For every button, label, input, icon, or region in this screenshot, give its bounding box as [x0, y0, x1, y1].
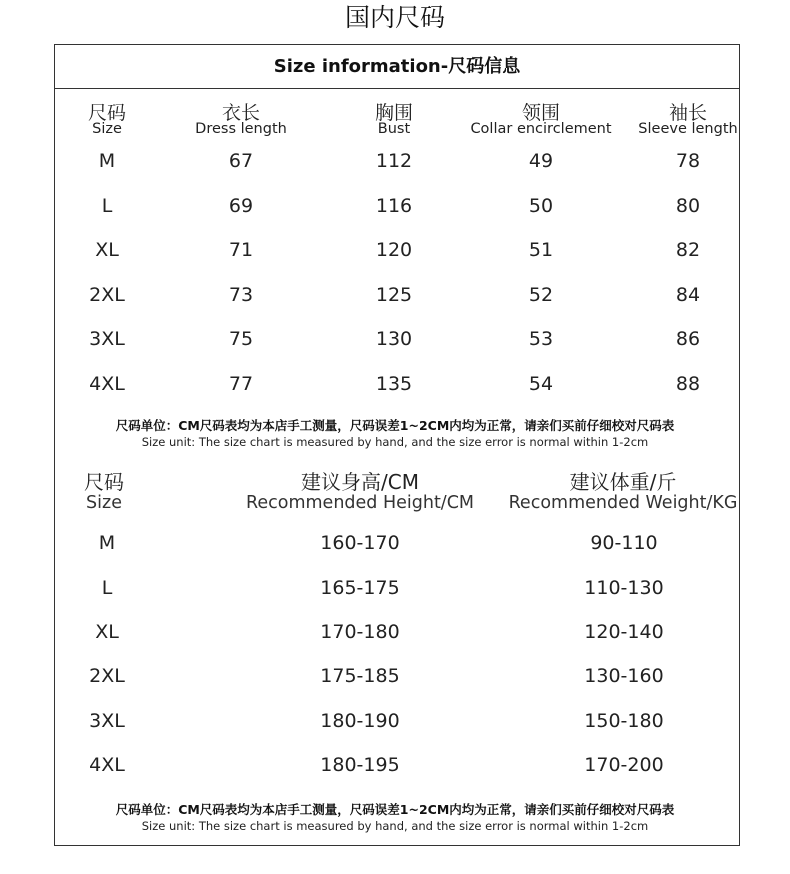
t1-size: 3XL [89, 328, 125, 350]
t1-col-size-en: Size [92, 121, 122, 137]
t1-sleeve: 84 [675, 284, 701, 306]
t1-col-collar-en: Collar encirclement [470, 121, 612, 137]
t1-collar: 49 [528, 150, 554, 172]
size-note-en: Size unit: The size chart is measured by hand, and the size error is normal within 1-2cm [141, 435, 649, 449]
t1-size: 4XL [89, 373, 125, 395]
t2-height: 175-185 [320, 665, 400, 687]
size-note-en-2: Size unit: The size chart is measured by hand, and the size error is normal within 1-2cm [141, 819, 649, 833]
t1-bust: 135 [375, 373, 413, 395]
size-note-cn-2: 尺码单位：CM尺码表均为本店手工测量，尺码误差1~2CM内均为正常，请亲们买前仔细校对尺码表 [115, 802, 675, 817]
t2-weight: 90-110 [590, 532, 658, 554]
t2-weight: 120-140 [584, 621, 664, 643]
t1-size: XL [95, 239, 119, 261]
size-info-header: Size information-尺码信息 [55, 45, 739, 89]
t1-col-length-cn: 衣长 [221, 102, 260, 124]
t2-height: 165-175 [320, 577, 400, 599]
t1-length: 71 [228, 239, 254, 261]
t1-collar: 51 [528, 239, 554, 261]
t2-size: XL [95, 621, 119, 643]
t2-height: 180-190 [320, 710, 400, 732]
t2-size: 2XL [89, 665, 125, 687]
t2-col-size-en: Size [86, 493, 122, 513]
size-note-cn: 尺码单位：CM尺码表均为本店手工测量，尺码误差1~2CM内均为正常，请亲们买前仔细校对尺码表 [115, 418, 675, 433]
t1-bust: 130 [375, 328, 413, 350]
t2-col-height-en: Recommended Height/CM [245, 493, 475, 513]
t2-col-weight-en: Recommended Weight/KG [508, 493, 738, 513]
t1-col-sleeve-cn: 袖长 [668, 102, 707, 124]
t1-collar: 54 [528, 373, 554, 395]
t1-col-collar-cn: 领围 [521, 102, 560, 124]
t1-collar: 53 [528, 328, 554, 350]
t1-collar: 50 [528, 195, 554, 217]
t1-collar: 52 [528, 284, 554, 306]
t1-col-bust-en: Bust [377, 121, 411, 137]
t1-length: 69 [228, 195, 254, 217]
t1-length: 67 [228, 150, 254, 172]
t2-weight: 170-200 [584, 754, 664, 776]
t2-col-size-cn: 尺码 [84, 470, 124, 494]
t1-length: 75 [228, 328, 254, 350]
t2-col-height-cn: 建议身高/CM [301, 470, 419, 494]
t2-col-weight-cn: 建议体重/斤 [569, 470, 677, 494]
t1-col-bust-cn: 胸围 [374, 102, 413, 124]
t1-bust: 125 [375, 284, 413, 306]
t2-weight: 150-180 [584, 710, 664, 732]
t1-sleeve: 86 [675, 328, 701, 350]
t1-size: L [101, 195, 113, 217]
t1-sleeve: 82 [675, 239, 701, 261]
t2-height: 160-170 [320, 532, 400, 554]
t1-length: 77 [228, 373, 254, 395]
t2-size: 3XL [89, 710, 125, 732]
t1-sleeve: 80 [675, 195, 701, 217]
t1-col-sleeve-en: Sleeve length [638, 121, 738, 137]
t1-col-size-cn: 尺码 [87, 102, 126, 124]
t1-size: M [98, 150, 116, 172]
t2-height: 170-180 [320, 621, 400, 643]
t2-weight: 110-130 [584, 577, 664, 599]
t2-weight: 130-160 [584, 665, 664, 687]
t2-size: 4XL [89, 754, 125, 776]
t2-size: M [98, 532, 116, 554]
t1-bust: 120 [375, 239, 413, 261]
t1-sleeve: 78 [675, 150, 701, 172]
t2-height: 180-195 [320, 754, 400, 776]
t1-length: 73 [228, 284, 254, 306]
page-title: 国内尺码 [344, 3, 445, 32]
t1-col-length-en: Dress length [195, 121, 287, 137]
t1-size: 2XL [89, 284, 125, 306]
t1-sleeve: 88 [675, 373, 701, 395]
t2-size: L [101, 577, 113, 599]
t1-bust: 116 [375, 195, 413, 217]
t1-bust: 112 [375, 150, 413, 172]
